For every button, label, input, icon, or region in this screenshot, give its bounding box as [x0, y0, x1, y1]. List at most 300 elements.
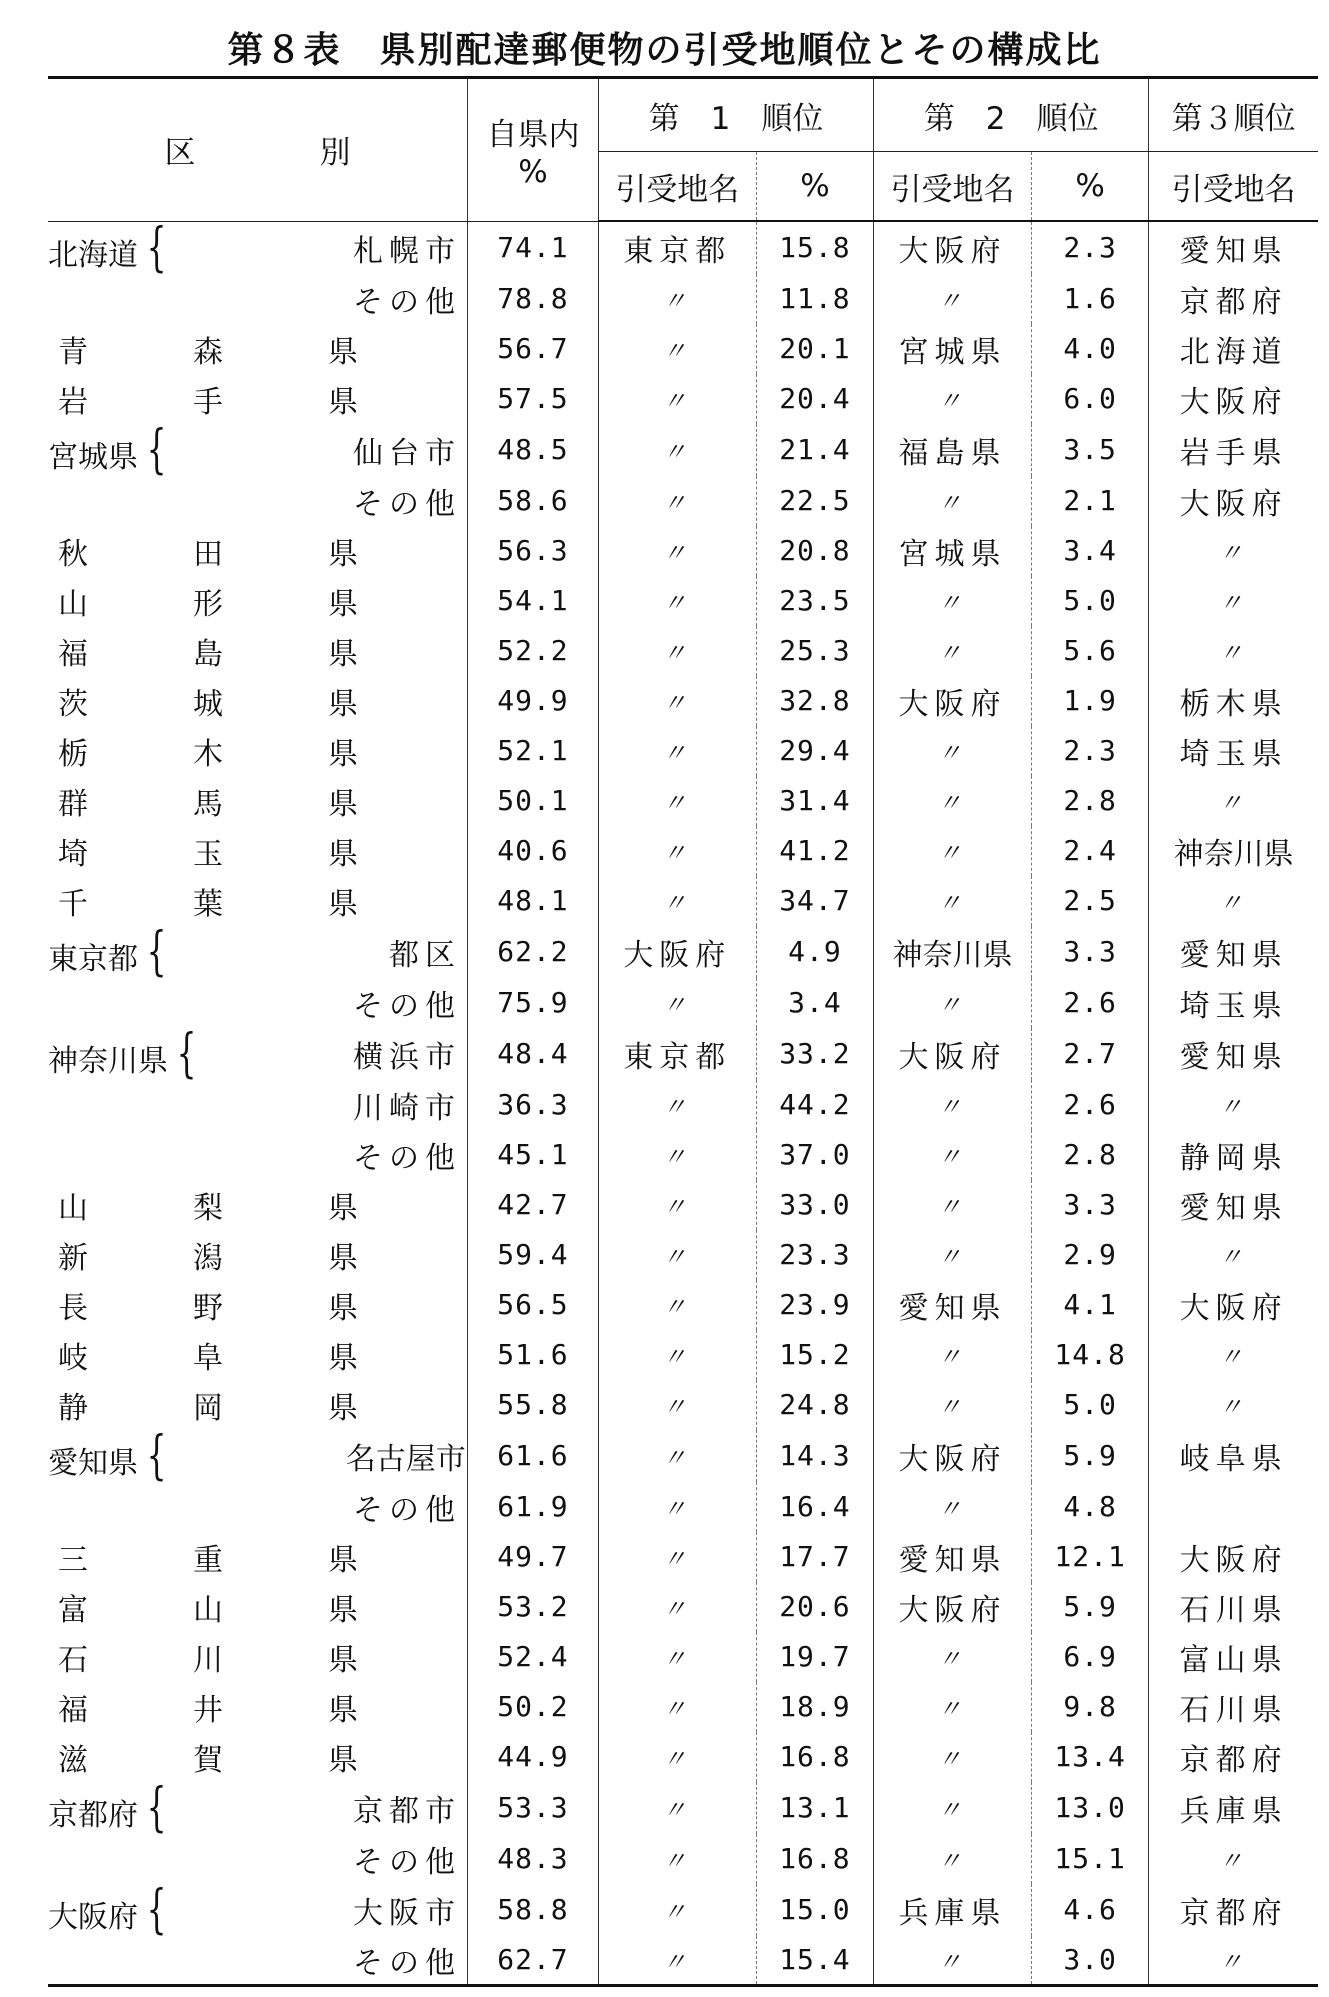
row-sub: その他 [353, 1945, 462, 1981]
row-rank2-pct: 5.6 [1031, 626, 1148, 676]
row-rank3-place: 大阪府 [1149, 1280, 1318, 1330]
row-self-pct: 49.7 [468, 1532, 599, 1582]
row-rank2-pct: 1.6 [1031, 274, 1148, 324]
row-rank3-place: 〃 [1149, 1380, 1318, 1430]
row-rank2-pct: 2.3 [1031, 221, 1148, 274]
row-rank1-place: 東京都 [598, 1028, 756, 1080]
row-region [48, 1080, 346, 1130]
row-rank2-place: 〃 [874, 1380, 1032, 1430]
row-sub: その他 [353, 1492, 462, 1528]
row-rank1-pct: 18.9 [756, 1682, 873, 1732]
row-region [48, 1230, 468, 1280]
row-rank3-place: 〃 [1149, 1330, 1318, 1380]
table-row [48, 1330, 1318, 1380]
table-row [48, 1732, 1318, 1782]
row-rank1-place: 〃 [598, 1430, 756, 1482]
row-rank2-pct: 3.4 [1031, 526, 1148, 576]
row-rank2-place: 〃 [874, 1936, 1032, 1986]
row-rank2-place: 兵庫県 [874, 1884, 1032, 1936]
row-rank2-pct: 2.8 [1031, 1130, 1148, 1180]
row-rank2-pct: 2.1 [1031, 476, 1148, 526]
row-region [48, 726, 468, 776]
row-rank3-place: 石川県 [1149, 1582, 1318, 1632]
header-kubetsu [48, 78, 468, 222]
row-rank3-place: 大阪府 [1149, 374, 1318, 424]
row-rank1-pct: 14.3 [756, 1430, 873, 1482]
row-rank1-pct: 16.8 [756, 1732, 873, 1782]
row-region [48, 978, 346, 1028]
row-rank1-place: 〃 [598, 424, 756, 476]
row-rank3-place: 栃木県 [1149, 676, 1318, 726]
table-row [48, 1582, 1318, 1632]
row-region [48, 1532, 468, 1582]
row-region-label: 千 葉 県 [58, 886, 358, 922]
header-jikennai-label: 自県内 [486, 117, 580, 154]
row-rank1-place: 〃 [598, 776, 756, 826]
row-rank3-place: 〃 [1149, 1080, 1318, 1130]
row-self-pct: 48.1 [468, 876, 599, 926]
brace-icon: { [146, 1429, 167, 1482]
row-rank2-place: 〃 [874, 626, 1032, 676]
row-region-label: 埼 玉 県 [58, 836, 358, 872]
row-rank3-place: 兵庫県 [1149, 1782, 1318, 1834]
row-rank2-place: 〃 [874, 1782, 1032, 1834]
row-rank3-place [1149, 1482, 1318, 1532]
row-self-pct: 42.7 [468, 1180, 599, 1230]
row-region-label: 長 野 県 [58, 1290, 358, 1326]
table-row [48, 526, 1318, 576]
header-rank2-pct: % [1031, 152, 1148, 222]
row-rank2-place: 大阪府 [874, 676, 1032, 726]
row-rank2-place: 〃 [874, 1732, 1032, 1782]
row-region-label: 茨 城 県 [58, 686, 358, 722]
table-row [48, 776, 1318, 826]
row-rank2-pct: 5.0 [1031, 1380, 1148, 1430]
row-rank2-pct: 2.9 [1031, 1230, 1148, 1280]
row-rank2-place: 大阪府 [874, 1028, 1032, 1080]
row-region-label: 福 井 県 [58, 1692, 358, 1728]
row-rank1-pct: 15.2 [756, 1330, 873, 1380]
row-rank2-place: 〃 [874, 576, 1032, 626]
row-rank2-pct: 2.3 [1031, 726, 1148, 776]
row-self-pct: 50.2 [468, 1682, 599, 1732]
row-self-pct: 78.8 [468, 274, 599, 324]
row-rank2-place: 〃 [874, 1330, 1032, 1380]
row-rank2-place: 〃 [874, 1230, 1032, 1280]
row-region [48, 1582, 468, 1632]
row-rank2-pct: 2.6 [1031, 978, 1148, 1028]
row-rank1-place: 〃 [598, 978, 756, 1028]
data-table [48, 76, 1318, 1987]
row-rank3-place: 〃 [1149, 876, 1318, 926]
header-jikennai-unit: % [518, 154, 548, 191]
row-rank2-pct: 13.4 [1031, 1732, 1148, 1782]
row-region [48, 1380, 468, 1430]
row-rank1-place: 大阪府 [598, 926, 756, 978]
row-rank1-pct: 24.8 [756, 1380, 873, 1430]
row-rank2-place: 〃 [874, 826, 1032, 876]
row-self-pct: 62.2 [468, 926, 599, 978]
row-self-pct: 57.5 [468, 374, 599, 424]
row-rank2-place: 〃 [874, 978, 1032, 1028]
row-self-pct: 48.3 [468, 1834, 599, 1884]
brace-icon: { [176, 1027, 197, 1080]
row-rank2-place: 神奈川県 [874, 926, 1032, 978]
row-region [48, 826, 468, 876]
row-sub: 都区 [389, 937, 462, 973]
row-region [48, 324, 468, 374]
header-rank1: 第 1 順位 [598, 78, 873, 152]
row-self-pct: 40.6 [468, 826, 599, 876]
row-rank3-place: 〃 [1149, 1834, 1318, 1884]
row-rank2-pct: 5.9 [1031, 1430, 1148, 1482]
table-row [48, 1430, 1318, 1482]
row-rank3-place: 大阪府 [1149, 476, 1318, 526]
brace-icon: { [146, 221, 167, 274]
row-rank3-place: 愛知県 [1149, 221, 1318, 274]
row-rank1-place: 〃 [598, 876, 756, 926]
row-rank1-place: 〃 [598, 1732, 756, 1782]
row-self-pct: 56.3 [468, 526, 599, 576]
row-rank2-place: 〃 [874, 1682, 1032, 1732]
table-row [48, 1180, 1318, 1230]
row-rank2-place: 〃 [874, 1130, 1032, 1180]
row-region: 東京都 { [48, 925, 167, 978]
row-self-pct: 53.2 [468, 1582, 599, 1632]
row-self-pct: 56.7 [468, 324, 599, 374]
row-rank2-pct: 4.6 [1031, 1884, 1148, 1936]
row-rank3-place: 〃 [1149, 1936, 1318, 1986]
row-region [48, 1180, 468, 1230]
row-rank2-pct: 6.0 [1031, 374, 1148, 424]
row-sub: その他 [353, 988, 462, 1024]
row-rank3-place: 石川県 [1149, 1682, 1318, 1732]
row-self-pct: 50.1 [468, 776, 599, 826]
row-region-label: 山 梨 県 [58, 1190, 358, 1226]
row-rank1-place: 〃 [598, 476, 756, 526]
row-self-pct: 55.8 [468, 1380, 599, 1430]
row-region-label: 青 森 県 [58, 334, 358, 370]
row-rank1-place: 〃 [598, 1782, 756, 1834]
row-rank2-pct: 3.5 [1031, 424, 1148, 476]
row-rank1-pct: 21.4 [756, 424, 873, 476]
row-self-pct: 54.1 [468, 576, 599, 626]
row-self-pct: 52.2 [468, 626, 599, 676]
row-rank1-pct: 13.1 [756, 1782, 873, 1834]
table-row [48, 424, 1318, 476]
row-rank2-pct: 13.0 [1031, 1782, 1148, 1834]
header-rank1-pct: % [756, 152, 873, 222]
table-row [48, 1884, 1318, 1936]
table-row [48, 1834, 1318, 1884]
row-region [48, 274, 346, 324]
row-self-pct: 45.1 [468, 1130, 599, 1180]
row-rank2-place: 〃 [874, 776, 1032, 826]
table-row [48, 1280, 1318, 1330]
row-rank1-pct: 4.9 [756, 926, 873, 978]
row-rank1-pct: 23.5 [756, 576, 873, 626]
row-rank1-pct: 44.2 [756, 1080, 873, 1130]
row-sub: 京都市 [353, 1793, 462, 1829]
table-row [48, 876, 1318, 926]
row-rank2-place: 〃 [874, 1632, 1032, 1682]
row-self-pct: 44.9 [468, 1732, 599, 1782]
row-rank2-place: 宮城県 [874, 324, 1032, 374]
row-rank2-place: 福島県 [874, 424, 1032, 476]
table-row [48, 978, 1318, 1028]
row-rank2-pct: 4.1 [1031, 1280, 1148, 1330]
row-rank2-pct: 4.0 [1031, 324, 1148, 374]
row-region [48, 576, 468, 626]
row-rank2-pct: 3.3 [1031, 1180, 1148, 1230]
row-rank2-place: 〃 [874, 1080, 1032, 1130]
row-region-label: 岩 手 県 [58, 384, 358, 420]
header-rank1-place: 引受地名 [598, 152, 756, 222]
brace-icon: { [146, 1781, 167, 1834]
row-self-pct: 59.4 [468, 1230, 599, 1280]
row-self-pct: 52.1 [468, 726, 599, 776]
header-rank3: 第３順位 [1149, 78, 1318, 152]
row-rank1-pct: 17.7 [756, 1532, 873, 1582]
row-rank2-place: 大阪府 [874, 1582, 1032, 1632]
row-self-pct: 61.6 [468, 1430, 599, 1482]
row-rank2-place: 〃 [874, 274, 1032, 324]
row-rank2-pct: 3.0 [1031, 1936, 1148, 1986]
row-region-label: 石 川 県 [58, 1642, 358, 1678]
row-rank3-place: 埼玉県 [1149, 978, 1318, 1028]
row-rank1-place: 〃 [598, 1834, 756, 1884]
row-sub: その他 [353, 486, 462, 522]
row-rank1-place: 〃 [598, 676, 756, 726]
row-rank2-pct: 12.1 [1031, 1532, 1148, 1582]
table-row [48, 676, 1318, 726]
header-rank2: 第 2 順位 [874, 78, 1149, 152]
row-rank3-place: 神奈川県 [1149, 826, 1318, 876]
row-region [48, 676, 468, 726]
row-region [48, 1482, 346, 1532]
row-rank1-pct: 41.2 [756, 826, 873, 876]
row-rank3-place: 愛知県 [1149, 1028, 1318, 1080]
row-rank3-place: 〃 [1149, 526, 1318, 576]
row-region-label: 岐 阜 県 [58, 1340, 358, 1376]
row-region [48, 776, 468, 826]
row-rank1-place: 〃 [598, 1682, 756, 1732]
header-rank2-place: 引受地名 [874, 152, 1032, 222]
brace-icon: { [146, 1883, 167, 1936]
row-rank2-place: 〃 [874, 374, 1032, 424]
row-rank1-place: 〃 [598, 1632, 756, 1682]
row-rank2-pct: 15.1 [1031, 1834, 1148, 1884]
row-rank3-place: 〃 [1149, 1230, 1318, 1280]
row-self-pct: 53.3 [468, 1782, 599, 1834]
row-rank2-place: 〃 [874, 876, 1032, 926]
row-rank1-place: 〃 [598, 1080, 756, 1130]
row-rank1-place: 〃 [598, 374, 756, 424]
row-rank1-pct: 11.8 [756, 274, 873, 324]
table-row [48, 1532, 1318, 1582]
row-self-pct: 49.9 [468, 676, 599, 726]
row-region [48, 476, 346, 526]
row-rank3-place: 岩手県 [1149, 424, 1318, 476]
row-rank1-pct: 15.0 [756, 1884, 873, 1936]
row-region: 北海道 { [48, 221, 167, 274]
row-rank1-pct: 20.8 [756, 526, 873, 576]
row-rank1-pct: 22.5 [756, 476, 873, 526]
row-region [48, 626, 468, 676]
row-self-pct: 52.4 [468, 1632, 599, 1682]
row-rank1-pct: 20.6 [756, 1582, 873, 1632]
row-rank1-place: 〃 [598, 274, 756, 324]
row-region [48, 1682, 468, 1732]
row-rank3-place: 静岡県 [1149, 1130, 1318, 1180]
row-region-label: 群 馬 県 [58, 786, 358, 822]
brace-icon: { [146, 925, 167, 978]
row-rank1-pct: 16.8 [756, 1834, 873, 1884]
table-row [48, 324, 1318, 374]
row-rank2-pct: 2.8 [1031, 776, 1148, 826]
row-region [48, 1632, 468, 1682]
row-rank1-place: 〃 [598, 526, 756, 576]
row-region-label: 富 山 県 [58, 1592, 358, 1628]
table-row [48, 1080, 1318, 1130]
row-rank1-place: 〃 [598, 576, 756, 626]
row-self-pct: 36.3 [468, 1080, 599, 1130]
table-row [48, 374, 1318, 424]
row-self-pct: 56.5 [468, 1280, 599, 1330]
table-body [48, 221, 1318, 1986]
row-region-label: 静 岡 県 [58, 1390, 358, 1426]
row-sub: 仙台市 [353, 435, 462, 471]
row-rank1-pct: 20.4 [756, 374, 873, 424]
row-region: 神奈川県 { [48, 1027, 197, 1080]
row-region-label: 三 重 県 [58, 1542, 358, 1578]
row-rank2-pct: 2.5 [1031, 876, 1148, 926]
row-region: 愛知県 { [48, 1429, 167, 1482]
table-row [48, 1230, 1318, 1280]
row-region: 宮城県 { [48, 423, 167, 476]
row-rank1-pct: 3.4 [756, 978, 873, 1028]
row-rank2-pct: 5.0 [1031, 576, 1148, 626]
table-row [48, 1482, 1318, 1532]
row-rank1-place: 〃 [598, 1380, 756, 1430]
table-row [48, 1682, 1318, 1732]
row-region [48, 1280, 468, 1330]
row-rank3-place: 愛知県 [1149, 1180, 1318, 1230]
table-row [48, 221, 1318, 274]
row-rank1-place: 〃 [598, 1330, 756, 1380]
row-sub: 札幌市 [353, 233, 462, 269]
table-row [48, 626, 1318, 676]
row-region [48, 526, 468, 576]
row-region-label: 滋 賀 県 [58, 1742, 358, 1778]
row-rank1-pct: 33.0 [756, 1180, 873, 1230]
row-rank3-place: 〃 [1149, 776, 1318, 826]
row-rank1-pct: 32.8 [756, 676, 873, 726]
row-self-pct: 58.6 [468, 476, 599, 526]
row-rank1-place: 〃 [598, 626, 756, 676]
row-rank2-place: 大阪府 [874, 1430, 1032, 1482]
row-rank2-pct: 6.9 [1031, 1632, 1148, 1682]
row-region [48, 1732, 468, 1782]
row-rank2-pct: 2.7 [1031, 1028, 1148, 1080]
row-rank3-place: 岐阜県 [1149, 1430, 1318, 1482]
row-rank2-pct: 4.8 [1031, 1482, 1148, 1532]
row-region-label: 福 島 県 [58, 636, 358, 672]
row-rank1-place: 〃 [598, 1582, 756, 1632]
row-region [48, 1936, 346, 1986]
table-title: 第８表 県別配達郵便物の引受地順位とその構成比 [227, 30, 1102, 71]
row-region-label: 秋 田 県 [58, 536, 358, 572]
table-row [48, 576, 1318, 626]
row-rank1-pct: 31.4 [756, 776, 873, 826]
row-sub: その他 [353, 1140, 462, 1176]
row-sub: 名古屋市 [345, 1441, 466, 1477]
row-rank1-place: 〃 [598, 826, 756, 876]
row-rank1-place: 東京都 [598, 221, 756, 274]
row-rank1-place: 〃 [598, 1280, 756, 1330]
row-sub: その他 [353, 1844, 462, 1880]
row-region [48, 1330, 468, 1380]
table-row [48, 926, 1318, 978]
row-rank1-place: 〃 [598, 726, 756, 776]
row-rank2-place: 〃 [874, 1834, 1032, 1884]
table-row [48, 1782, 1318, 1834]
row-rank1-place: 〃 [598, 1130, 756, 1180]
table-row [48, 726, 1318, 776]
row-rank2-place: 宮城県 [874, 526, 1032, 576]
table-row [48, 1130, 1318, 1180]
row-self-pct: 75.9 [468, 978, 599, 1028]
row-rank1-pct: 25.3 [756, 626, 873, 676]
row-self-pct: 48.4 [468, 1028, 599, 1080]
row-rank3-place: 京都府 [1149, 274, 1318, 324]
row-self-pct: 51.6 [468, 1330, 599, 1380]
row-sub: その他 [353, 284, 462, 320]
row-self-pct: 58.8 [468, 1884, 599, 1936]
row-rank2-place: 〃 [874, 1482, 1032, 1532]
row-rank2-pct: 3.3 [1031, 926, 1148, 978]
row-rank2-place: 愛知県 [874, 1280, 1032, 1330]
row-self-pct: 48.5 [468, 424, 599, 476]
row-sub: 大阪市 [353, 1895, 462, 1931]
row-rank2-pct: 9.8 [1031, 1682, 1148, 1732]
row-rank1-place: 〃 [598, 1532, 756, 1582]
row-rank2-pct: 2.6 [1031, 1080, 1148, 1130]
row-self-pct: 74.1 [468, 221, 599, 274]
table-row [48, 1632, 1318, 1682]
row-rank1-place: 〃 [598, 1936, 756, 1986]
row-self-pct: 62.7 [468, 1936, 599, 1986]
row-rank1-pct: 23.9 [756, 1280, 873, 1330]
row-rank1-pct: 37.0 [756, 1130, 873, 1180]
header-jikennai [468, 78, 599, 222]
row-rank1-place: 〃 [598, 1230, 756, 1280]
row-rank2-pct: 2.4 [1031, 826, 1148, 876]
row-region-label: 新 潟 県 [58, 1240, 358, 1276]
row-region: 大阪府 { [48, 1883, 167, 1936]
row-rank3-place: 京都府 [1149, 1884, 1318, 1936]
table-row [48, 826, 1318, 876]
row-rank1-place: 〃 [598, 1180, 756, 1230]
row-sub: 川崎市 [353, 1090, 462, 1126]
row-rank3-place: 京都府 [1149, 1732, 1318, 1782]
header-kubetsu-label: 区 別 [164, 135, 351, 172]
row-rank3-place: 〃 [1149, 576, 1318, 626]
brace-icon: { [146, 423, 167, 476]
row-rank2-pct: 14.8 [1031, 1330, 1148, 1380]
row-rank1-pct: 34.7 [756, 876, 873, 926]
row-rank2-pct: 5.9 [1031, 1582, 1148, 1632]
